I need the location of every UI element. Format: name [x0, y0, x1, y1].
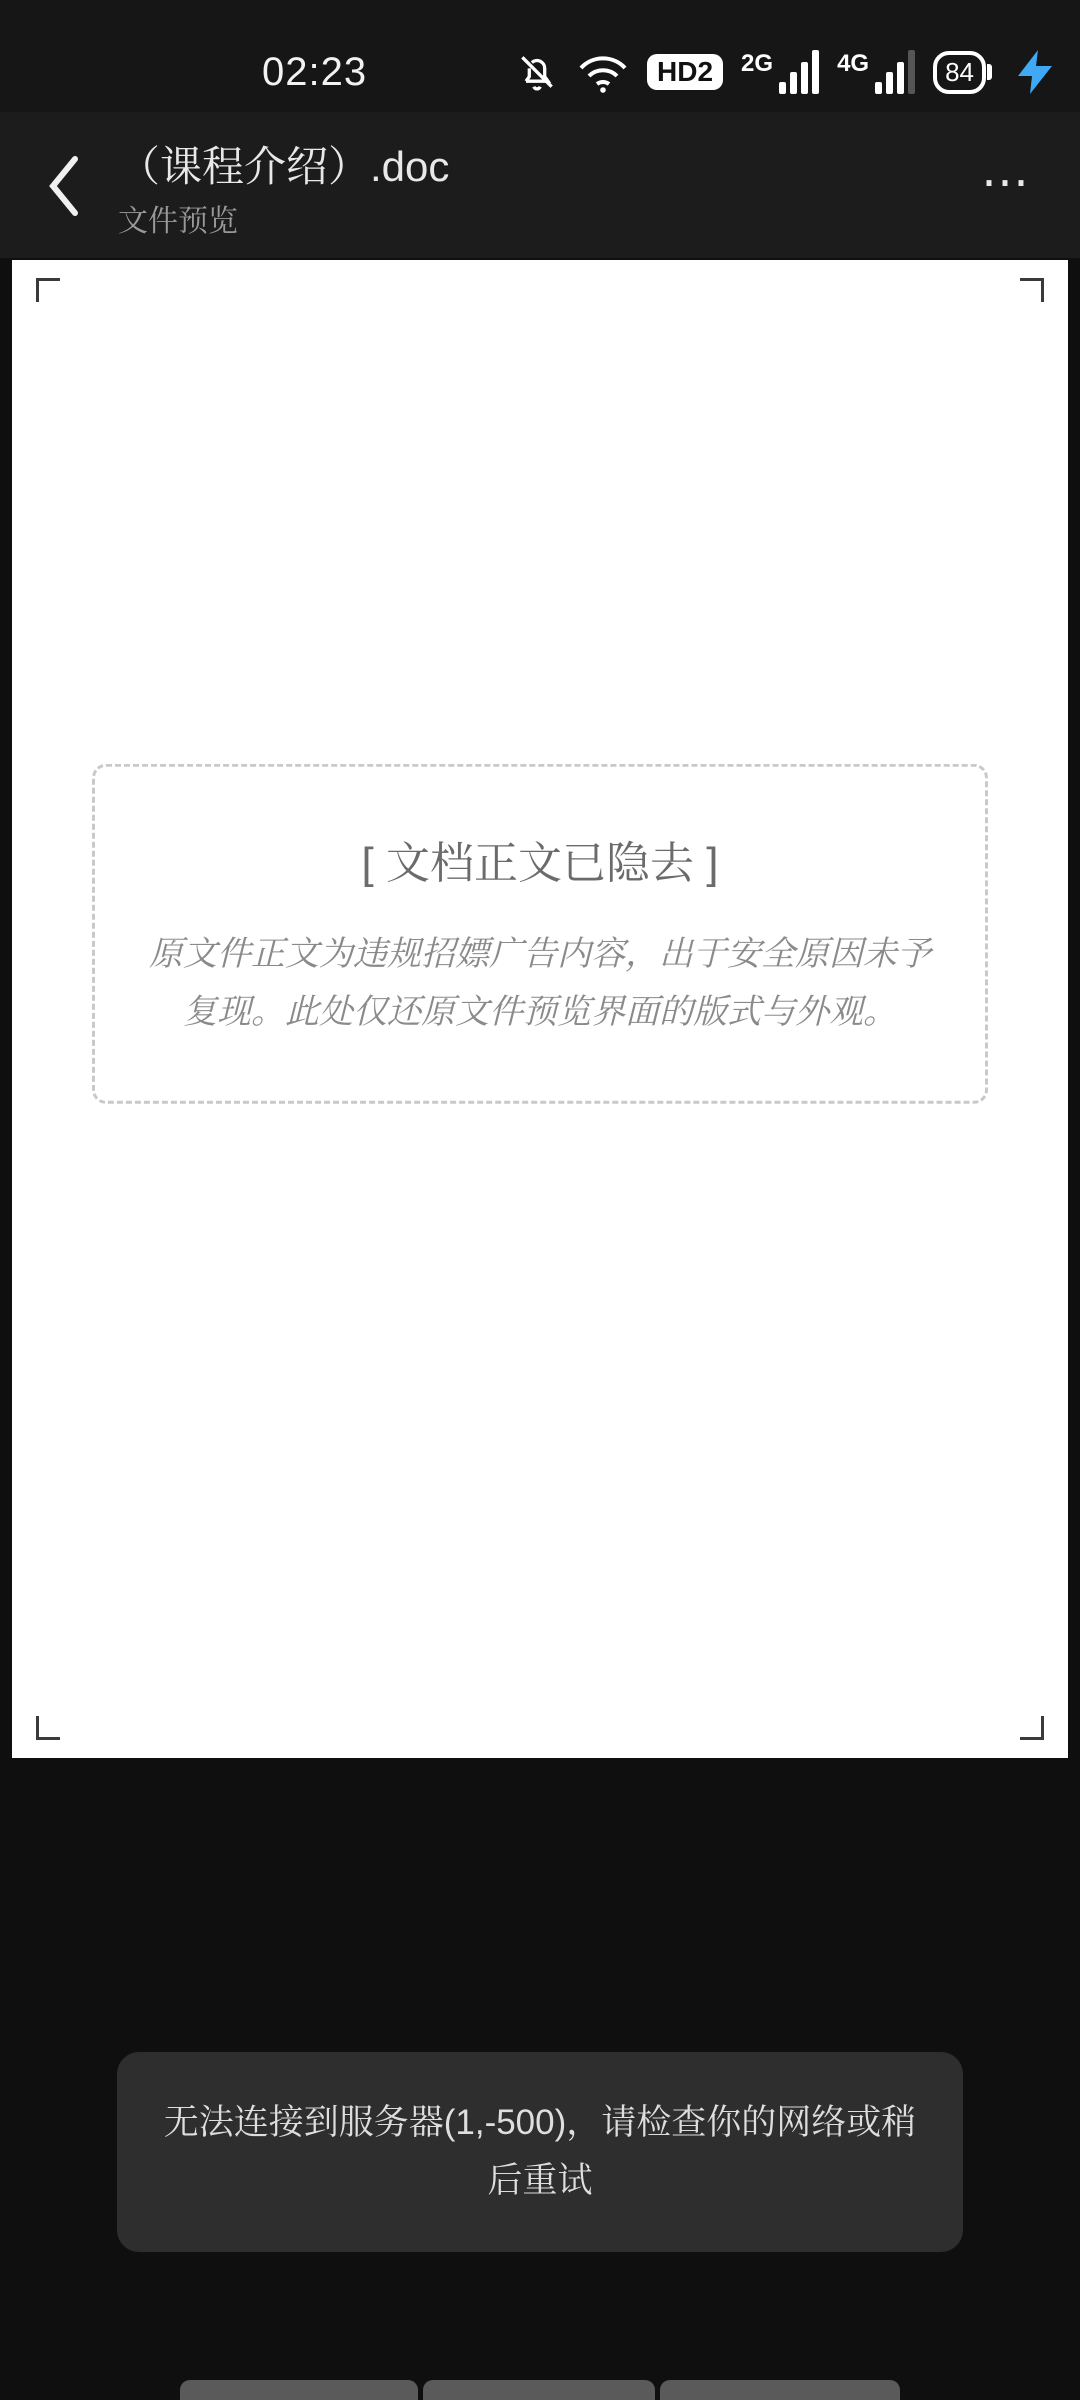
- page-corner-mark: [1020, 278, 1044, 302]
- battery-percent: 84: [945, 56, 974, 87]
- redacted-content-notice: [92, 764, 988, 1104]
- battery-icon: [933, 51, 986, 94]
- overflow-menu-button[interactable]: ⋯: [981, 156, 1033, 209]
- status-bar: [0, 0, 1080, 112]
- preview-label: 文件预览: [118, 205, 238, 238]
- bottom-bar-segment[interactable]: [423, 2380, 655, 2400]
- signal-bars-icon: [875, 50, 915, 94]
- page-corner-mark: [36, 278, 60, 302]
- signal-bars-icon: [779, 50, 819, 94]
- sim1-signal: [741, 50, 819, 94]
- hd-volte-badge: HD2: [647, 54, 723, 90]
- redacted-title: [ 文档正文已隐去 ]: [361, 838, 719, 888]
- back-button[interactable]: [34, 146, 94, 226]
- redacted-explanation: 原文件正文为违规招嫖广告内容，出于安全原因未予复现。此处仅还原文件预览界面的版式与外观。: [149, 934, 931, 1031]
- page-corner-mark: [36, 1716, 60, 1740]
- charging-bolt-icon: [1018, 50, 1052, 94]
- bottom-bar-segment[interactable]: [180, 2380, 418, 2400]
- sim2-network-type: 4G: [837, 50, 870, 77]
- status-icons: [515, 46, 1052, 98]
- file-preview-header: [0, 112, 1080, 258]
- bell-muted-icon: [515, 50, 559, 94]
- sim1-network-type: 2G: [741, 50, 774, 77]
- bottom-bar-segment[interactable]: [660, 2380, 900, 2400]
- page-corner-mark: [1020, 1716, 1044, 1740]
- clock: 02:23: [262, 50, 368, 94]
- bottom-bar[interactable]: [0, 2380, 1080, 2400]
- sim2-signal: [837, 50, 915, 94]
- wifi-icon: [577, 50, 629, 94]
- document-page: [12, 260, 1068, 1758]
- document-title: （课程介绍）.doc: [118, 143, 450, 190]
- network-error-toast: 无法连接到服务器(1,-500)，请检查你的网络或稍后重试: [117, 2052, 963, 2252]
